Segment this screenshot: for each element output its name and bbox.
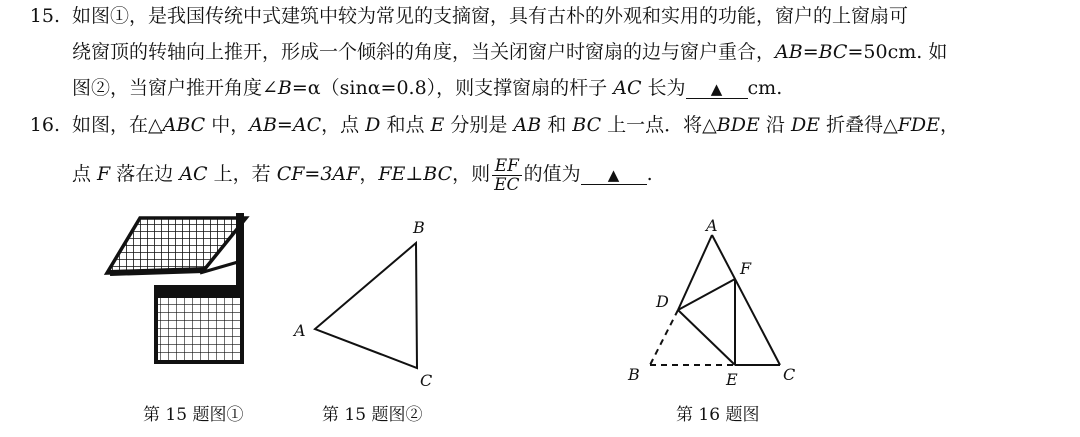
fig3-label-c: C <box>783 365 796 384</box>
q16-t2e: 上，若 <box>207 163 277 185</box>
q15-text-3b: B <box>277 77 292 99</box>
q15-text-1: 如图①，是我国传统中式建筑中较为常见的支摘窗，具有古朴的外观和实用的功能，窗户的上窗扇可 <box>72 5 909 27</box>
q15-text-2b: AB=BC <box>775 41 848 63</box>
triangle-abc <box>315 243 417 368</box>
fig2-label-a: A <box>294 321 306 340</box>
q15-text-2a: 绕窗顶的转轴向上推开，形成一个倾斜的角度，当关闭窗户时窗扇的边与窗户重合， <box>72 41 776 63</box>
segment-de <box>678 310 735 365</box>
q16-t2k: . <box>646 163 653 185</box>
q16-t2j: 的值为 <box>523 163 581 185</box>
q16-number: 16. <box>29 114 60 136</box>
caption-fig-16: 第 16 题图 <box>676 405 760 425</box>
q16-t1c: 中， <box>205 114 250 136</box>
q16-t1b: ABC <box>162 114 206 136</box>
figure-15-2-triangle <box>292 218 432 390</box>
segment-ac <box>712 235 780 365</box>
q16-t1m: 上一点．将△ <box>601 114 717 136</box>
q16-t2a: 点 <box>72 163 98 185</box>
fraction-denominator: EC <box>494 174 520 195</box>
q16-t1q: 折叠得△ <box>820 114 898 136</box>
q16-t2i: ，则 <box>452 163 491 185</box>
q15-number: 15. <box>29 5 60 27</box>
fig3-label-d: D <box>656 292 669 311</box>
q16-t1h: E <box>430 114 445 136</box>
fig3-label-a: A <box>706 216 718 235</box>
fig2-label-b: B <box>413 218 425 237</box>
figure-16-triangle <box>627 216 795 389</box>
q16-t2h: FE⊥BC <box>378 163 453 185</box>
q15-text-3f: cm. <box>747 77 783 99</box>
caption-fig-15-1: 第 15 题图① <box>143 405 244 425</box>
q16-answer-blank: ▲ <box>581 166 647 185</box>
fig3-label-b: B <box>628 365 640 384</box>
q15-answer-blank: ▲ <box>686 80 748 99</box>
q15-text-3a: 图②，当窗户推开角度∠ <box>72 77 278 99</box>
q16-t1l: BC <box>572 114 602 136</box>
window-sash-bottom-frame <box>110 270 204 273</box>
q16-t1s: ， <box>940 114 960 136</box>
q16-t1r: FDE <box>897 114 940 136</box>
q16-t2d: AC <box>179 163 208 185</box>
segment-df <box>678 279 735 310</box>
q16-t1a: 如图，在△ <box>72 114 163 136</box>
segment-ad <box>678 235 712 310</box>
q15-text-3c: =α（sinα=0.8），则支撑窗扇的杆子 <box>291 77 614 99</box>
q16-t1d: AB=AC <box>249 114 322 136</box>
window-lower-panel <box>156 296 242 362</box>
fig3-label-f: F <box>740 259 752 278</box>
fraction-numerator: EF <box>492 157 521 176</box>
q16-t1i: 分别是 <box>444 114 514 136</box>
fig2-label-c: C <box>420 371 433 390</box>
fig3-label-e: E <box>726 370 738 389</box>
q15-text-3e: 长为 <box>641 77 686 99</box>
q16-t1p: DE <box>790 114 821 136</box>
window-transom <box>154 285 244 295</box>
window-right-post <box>236 213 244 290</box>
q16-t2f: CF=3AF <box>276 163 360 185</box>
q16-t1k: 和 <box>541 114 573 136</box>
q16-t1f: D <box>365 114 381 136</box>
segment-db-dashed <box>650 310 678 365</box>
q16-t1e: ，点 <box>321 114 366 136</box>
window-illustration <box>107 213 246 362</box>
q16-t2g: ， <box>359 163 379 185</box>
q15-text-2c: =50cm. 如 <box>847 41 948 63</box>
q16-t2c: 落在边 <box>110 163 180 185</box>
q15-text-3d: AC <box>613 77 642 99</box>
q16-t1g: 和点 <box>380 114 431 136</box>
q16-t1o: 沿 <box>759 114 791 136</box>
caption-fig-15-2: 第 15 题图② <box>322 405 423 425</box>
q16-t2b: F <box>97 163 111 185</box>
q16-t1n: BDE <box>716 114 760 136</box>
q16-t1j: AB <box>513 114 542 136</box>
